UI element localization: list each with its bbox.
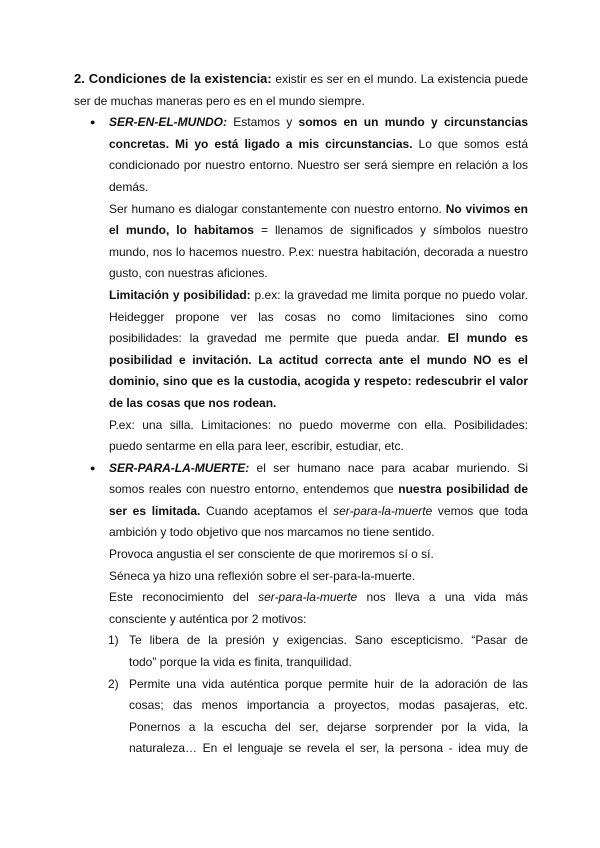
term-ser-para-la-muerte: SER-PARA-LA-MUERTE:	[109, 460, 250, 475]
item-number: 2)	[108, 676, 119, 691]
paragraph-line: SER-EN-EL-MUNDO: Estamos y somos en un mundo y circunstancias	[109, 115, 528, 130]
item-number: 1)	[108, 633, 119, 648]
document-page	[74, 68, 528, 760]
bullet-dot-icon: ●	[90, 117, 96, 128]
bullet-ser-en-el-mundo	[74, 112, 528, 198]
paragraph-line: demás.	[109, 179, 149, 194]
term-ser-en-el-mundo: SER-EN-EL-MUNDO:	[109, 115, 227, 130]
section-title: 2. Condiciones de la existencia:	[74, 71, 272, 86]
paragraph-habitamos: Ser humano es dialogar constantemente con nuestro entorno. No vivimos en el mundo, lo habitamos = llenamos de significados y símbolos nuestro mundo, nos lo hacemos nuestro. P.ex: nuestra habitación, decorada a nuestro gusto, con nuestras aficiones.	[109, 201, 528, 281]
section-intro-line-2: ser de muchas maneras pero es en el mundo siempre.	[74, 93, 365, 108]
paragraph-example-silla: P.ex: una silla. Limitaciones: no puedo moverme con ella. Posibilidades: puedo sentarme en ella para leer, escribir, estudiar, etc.	[109, 417, 528, 454]
paragraph-limitacion-posibilidad: Limitación y posibilidad: p.ex: la gravedad me limita porque no puedo volar. Heidegger propone ver las cosas no como limitaciones sino como posibilidades: la gravedad me permite que pueda andar. El mundo es posibilidad e invitación. La actitud correcta ante el mundo NO es el dominio, sino que es la custodia, acogida y respeto: redescubrir el valor de las cosas que nos rodean.	[109, 287, 529, 410]
paragraph-line: concretas. Mi yo está ligado a mis circunstancias. Lo que somos está	[109, 136, 528, 151]
bullet-dot-icon: ●	[90, 462, 96, 473]
paragraph-line: condicionado por nuestro entorno. Nuestro ser será siempre en relación a los	[109, 158, 528, 173]
section-intro-line-1: 2. Condiciones de la existencia: existir es ser en el mundo. La existencia puede	[74, 71, 528, 86]
numbered-item: 2) Permite una vida auténtica porque permite huir de la adoración de las cosas; das menos importancia a proyectos, modas pasajeras, etc. Ponernos a la escucha del ser, dejarse sorprender por la vida, la naturaleza… En el lenguaje se revela el ser, la persona - idea muy de	[74, 674, 528, 760]
subheading-limitacion: Limitación y posibilidad:	[109, 287, 251, 302]
bullet-ser-para-la-muerte: ● SER-PARA-LA-MUERTE: el ser humano nace para acabar muriendo. Si somos reales con nuestro entorno, entendemos que nuestra posibilidad de ser es limitada. Cuando aceptamos el ser-para-la-muerte vemos que toda ambición y todo objetivo que nos marcamos no tiene sentido. Provoca angustia el ser consciente de que moriremos sí o sí. Séneca ya hizo una reflexión sobre el ser-para-la-muerte. Este reconocimiento del ser-para-la-muerte nos lleva a una vida más consciente y auténtica por 2 motivos:	[74, 458, 528, 631]
numbered-item: 1) Te libera de la presión y exigencias. Sano escepticismo. “Pasar de todo” porque la vida es finita, tranquilidad.	[74, 630, 528, 673]
